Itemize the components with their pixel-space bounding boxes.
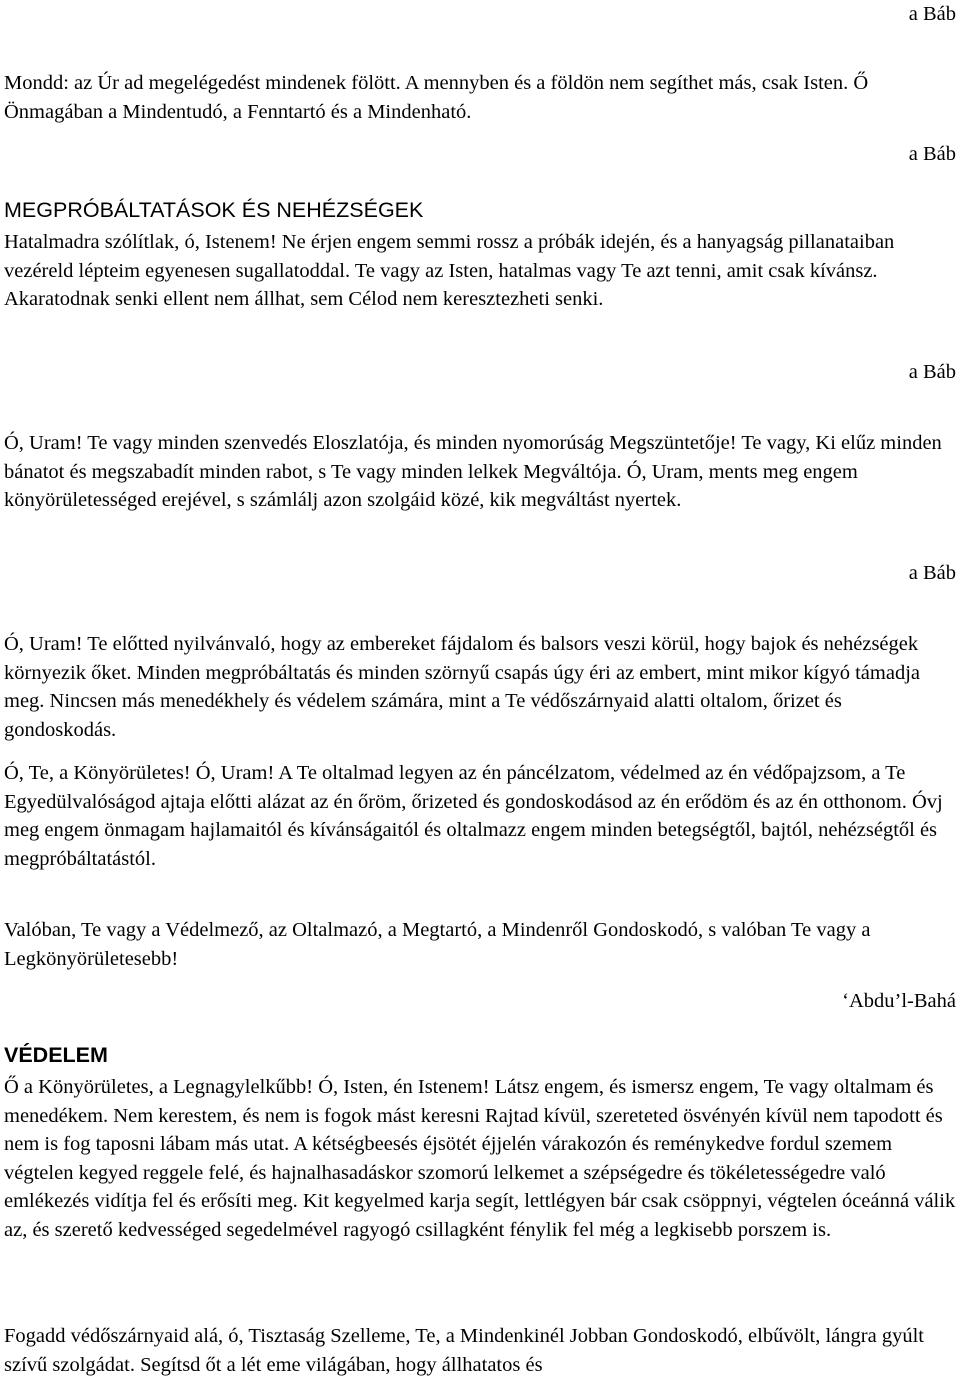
- section-heading: [4, 196, 956, 224]
- paragraph: [4, 1322, 956, 1379]
- attribution: [4, 140, 956, 169]
- paragraph: [4, 429, 956, 515]
- attribution: [4, 987, 956, 1016]
- paragraph: [4, 228, 956, 314]
- attribution-text: a Báb: [908, 143, 956, 165]
- paragraph: [4, 69, 956, 126]
- section-heading-text: VÉDELEM: [4, 1043, 108, 1067]
- paragraph-text: Ő a Könyörületes, a Legnagylelkűbb! Ó, Isten, én Istenem! Látsz engem, és ismersz engem, Te vagy oltalmam és menedékem. Nem kerestem, és nem is fogok mást keresni Rajtad kívül, szereteted ösvényén kívül nem tapodott és nem is fog taposni lábam más utat. A kétségbeesés éjsötét éjjelén várakozón és reménykedve fordul szemem végtelen kegyed reggele felé, és hajnalhasadáskor szomorú lelkemet a szépségedre és tökéletességedre való emlékezés vidítja fel és erősíti meg. Kit kegyelmed karja segít, lettlégyen bár csak csöppnyi, végtelen óceánná válik az, és szerető kedvességed segedelmével ragyogó csillagként fénylik fel még a legkisebb porszem is.: [4, 1076, 956, 1241]
- paragraph-text: Valóban, Te vagy a Védelmező, az Oltalmazó, a Megtartó, a Mindenről Gondoskodó, s valóban Te vagy a Legkönyörületesebb!: [4, 919, 871, 970]
- paragraph-text: Ó, Uram! Te vagy minden szenvedés Eloszlatója, és minden nyomorúság Megszüntetője! Te vagy, Ki elűz minden bánatot és megszabadít minden rabot, s Te vagy minden lelkek Megváltója. Ó, Uram, ments meg engem könyörületességed erejével, s számlálj azon szolgáid közé, kik megváltást nyertek.: [4, 432, 942, 512]
- attribution-text: ‘Abdu’l-Bahá: [842, 990, 956, 1012]
- paragraph: [4, 916, 956, 973]
- section-heading: [4, 1041, 956, 1069]
- paragraph-text: Ó, Uram! Te előtted nyilvánvaló, hogy az embereket fájdalom és balsors veszi körül, hogy bajok és nehézségek környezik őket. Minden megpróbáltatás és minden szörnyű csapás úgy éri az embert, mint mikor kígyó támadja meg. Nincsen más menedékhely és védelem számára, mint a Te védőszárnyaid alatti oltalom, őrizet és gondoskodás.: [4, 633, 920, 741]
- paragraph-text: Fogadd védőszárnyaid alá, ó, Tisztaság Szelleme, Te, a Mindenkinél Jobban Gondoskodó, elbűvölt, lángra gyúlt szívű szolgádat. Segítsd őt a lét eme világában, hogy állhatatos és: [4, 1325, 924, 1376]
- paragraph: [4, 630, 956, 744]
- attribution: [4, 559, 956, 588]
- paragraph: [4, 759, 956, 873]
- paragraph-text: Mondd: az Úr ad megelégedést mindenek fölött. A mennyben és a földön nem segíthet más, csak Isten. Ő Önmagában a Mindentudó, a Fenntartó és a Mindenható.: [4, 72, 869, 123]
- paragraph-text: Ó, Te, a Könyörületes! Ó, Uram! A Te oltalmad legyen az én páncélzatom, védelmed az én védőpajzsom, a Te Egyedülvalóságod ajtaja előtti alázat az én őröm, őrizeted és gondoskodásod az én erődöm és az én otthonom. Óvj meg engem önmagam hajlamaitól és kívánságaitól és oltalmazz engem minden betegségtől, bajtól, nehézségtől és megpróbáltatástól.: [4, 762, 943, 870]
- attribution-text: a Báb: [908, 562, 956, 584]
- attribution: [4, 0, 956, 29]
- paragraph: [4, 1073, 956, 1245]
- attribution: [4, 358, 956, 387]
- paragraph-text: Hatalmadra szólítlak, ó, Istenem! Ne érjen engem semmi rossz a próbák idején, és a hanyagság pillanataiban vezéreld lépteim egyenesen sugallatoddal. Te vagy az Isten, hatalmas vagy Te azt tenni, amit csak kívánsz. Akaratodnak senki ellent nem állhat, sem Célod nem keresztezheti senki.: [4, 231, 895, 311]
- attribution-text: a Báb: [908, 3, 956, 25]
- section-heading-text: MEGPRÓBÁLTATÁSOK ÉS NEHÉZSÉGEK: [4, 198, 424, 222]
- attribution-text: a Báb: [908, 361, 956, 383]
